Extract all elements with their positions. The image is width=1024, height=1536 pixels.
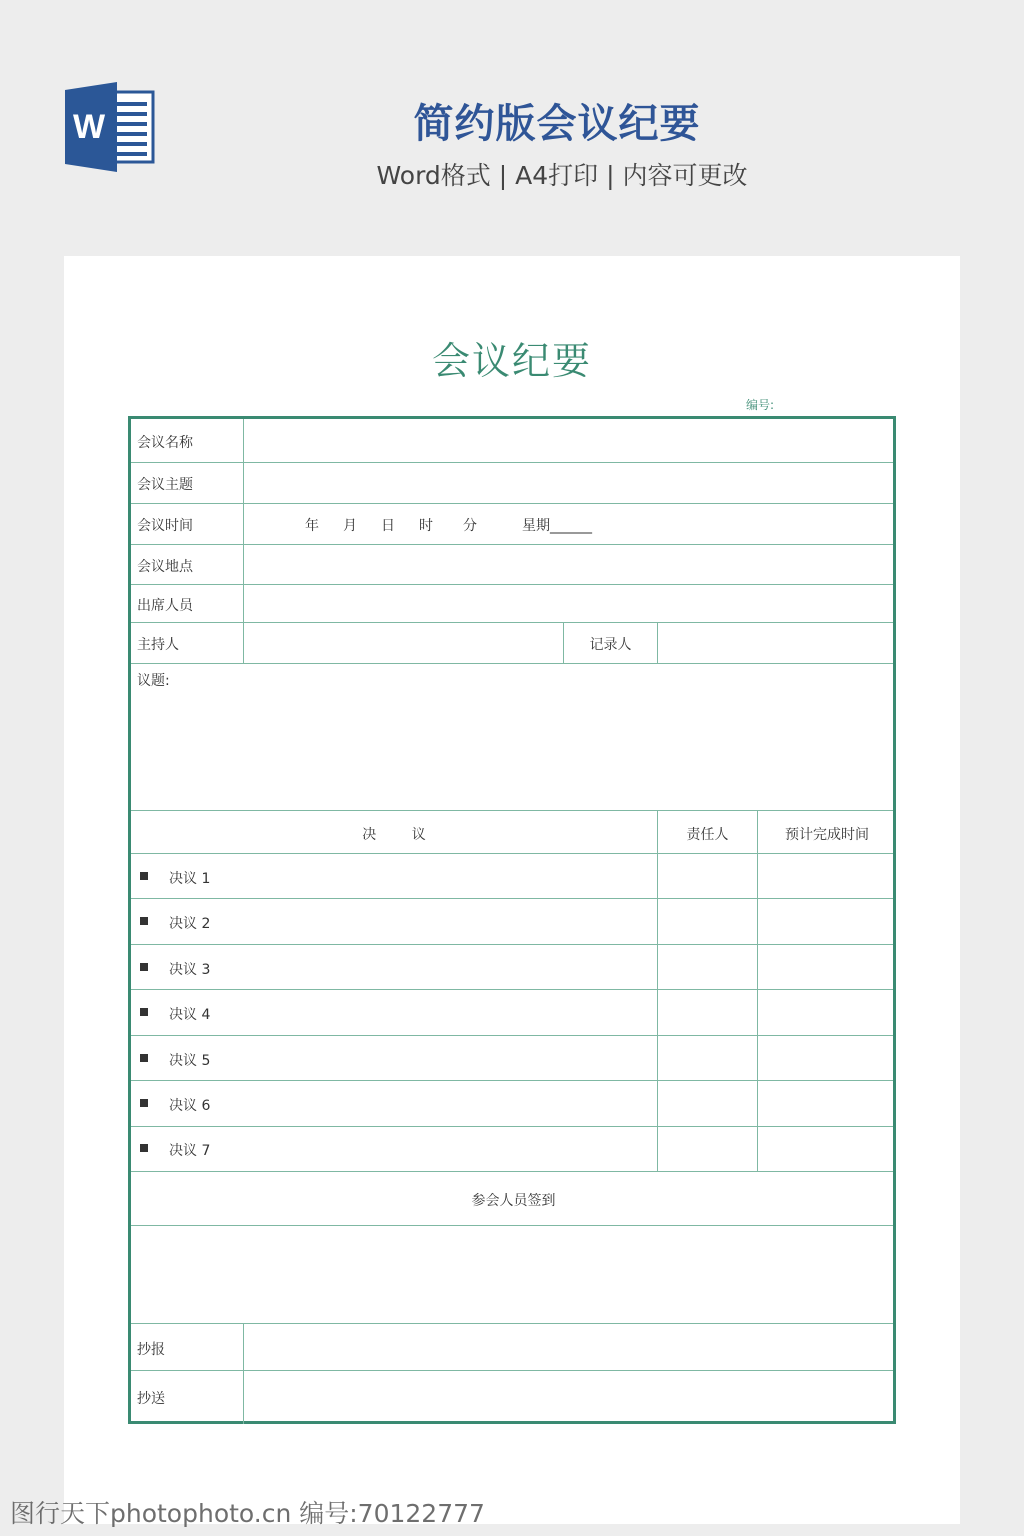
- cc-report-field[interactable]: [244, 1324, 896, 1370]
- resolution-deadline-cell[interactable]: [758, 854, 896, 898]
- row-divider: [131, 810, 893, 811]
- time-day-label: 日: [381, 518, 395, 534]
- bullet-square-icon: [140, 1054, 148, 1062]
- bullet-square-icon: [140, 872, 148, 880]
- resolution-item-label: 决议 7: [169, 1143, 211, 1160]
- resolution-owner-cell[interactable]: [658, 899, 756, 943]
- resolution-owner-cell[interactable]: [658, 854, 756, 898]
- resolution-owner-cell[interactable]: [658, 1126, 756, 1170]
- time-month-label: 月: [343, 518, 357, 534]
- meeting-place-label: 会议地点: [137, 559, 193, 575]
- document-title: 会议纪要: [431, 339, 592, 383]
- recorder-label: 记录人: [589, 637, 632, 653]
- resolution-item-label: 决议 4: [169, 1007, 211, 1024]
- time-minute-label: 分: [463, 518, 477, 534]
- row-divider: [131, 503, 893, 504]
- resolution-deadline-cell[interactable]: [758, 1081, 896, 1125]
- word-logo-letter: W: [72, 108, 106, 146]
- watermark: 图行天下photophoto.cn 编号:70122777: [10, 1499, 485, 1528]
- resolution-deadline-cell[interactable]: [758, 1036, 896, 1080]
- resolution-deadline-cell[interactable]: [758, 990, 896, 1034]
- resolution-deadline-cell[interactable]: [758, 1126, 896, 1170]
- bullet-square-icon: [140, 963, 148, 971]
- resolution-deadline-cell[interactable]: [758, 899, 896, 943]
- bullet-square-icon: [140, 1144, 148, 1152]
- resolution-item-label: 决议 1: [169, 871, 211, 887]
- bullet-square-icon: [140, 917, 148, 925]
- bullet-square-icon: [140, 1099, 148, 1107]
- resolution-owner-cell[interactable]: [658, 1036, 756, 1080]
- attendees-label: 出席人员: [137, 598, 193, 614]
- meeting-name-label: 会议名称: [137, 435, 193, 451]
- resolution-owner-cell[interactable]: [658, 990, 756, 1034]
- banner-title: 简约版会议纪要: [413, 101, 701, 147]
- time-hour-label: 时: [419, 518, 433, 534]
- attendees-field[interactable]: [244, 585, 896, 622]
- meeting-topic-label: 会议主题: [137, 477, 193, 493]
- banner-subtitle: Word格式 | A4打印 | 内容可更改: [376, 161, 748, 190]
- time-weekday-label: 星期______: [522, 518, 592, 534]
- cc-send-field[interactable]: [244, 1371, 896, 1423]
- meeting-name-field[interactable]: [244, 419, 896, 462]
- host-field[interactable]: [244, 623, 563, 663]
- bullet-square-icon: [140, 1008, 148, 1016]
- agenda-field[interactable]: [132, 689, 896, 809]
- minutes-form-table: [128, 416, 896, 1424]
- resolution-item-label: 决议 5: [169, 1052, 211, 1069]
- host-label: 主持人: [137, 637, 179, 653]
- agenda-label: 议题:: [137, 673, 170, 689]
- cc-report-label: 抄报: [137, 1342, 165, 1358]
- resolution-item-label: 决议 2: [169, 916, 211, 933]
- row-divider: [131, 663, 893, 664]
- signin-area[interactable]: [132, 1226, 896, 1322]
- deadline-column-header: 预计完成时间: [785, 827, 869, 843]
- resolution-owner-cell[interactable]: [658, 945, 756, 989]
- meeting-place-field[interactable]: [244, 545, 896, 584]
- meeting-topic-field[interactable]: [244, 463, 896, 503]
- resolution-item-label: 决议 6: [169, 1098, 211, 1114]
- resolution-column-header: 决 议: [362, 827, 426, 843]
- resolution-owner-cell[interactable]: [658, 1081, 756, 1125]
- owner-column-header: 责任人: [686, 827, 729, 843]
- document-number-label: 编号:: [746, 398, 775, 412]
- resolution-deadline-cell[interactable]: [758, 945, 896, 989]
- resolution-item-label: 决议 3: [169, 961, 211, 978]
- meeting-time-label: 会议时间: [137, 518, 193, 534]
- signin-header: 参会人员签到: [471, 1193, 556, 1209]
- row-divider: [131, 1171, 893, 1172]
- cc-send-label: 抄送: [137, 1391, 165, 1407]
- time-year-label: 年: [305, 518, 319, 534]
- recorder-field[interactable]: [658, 623, 896, 663]
